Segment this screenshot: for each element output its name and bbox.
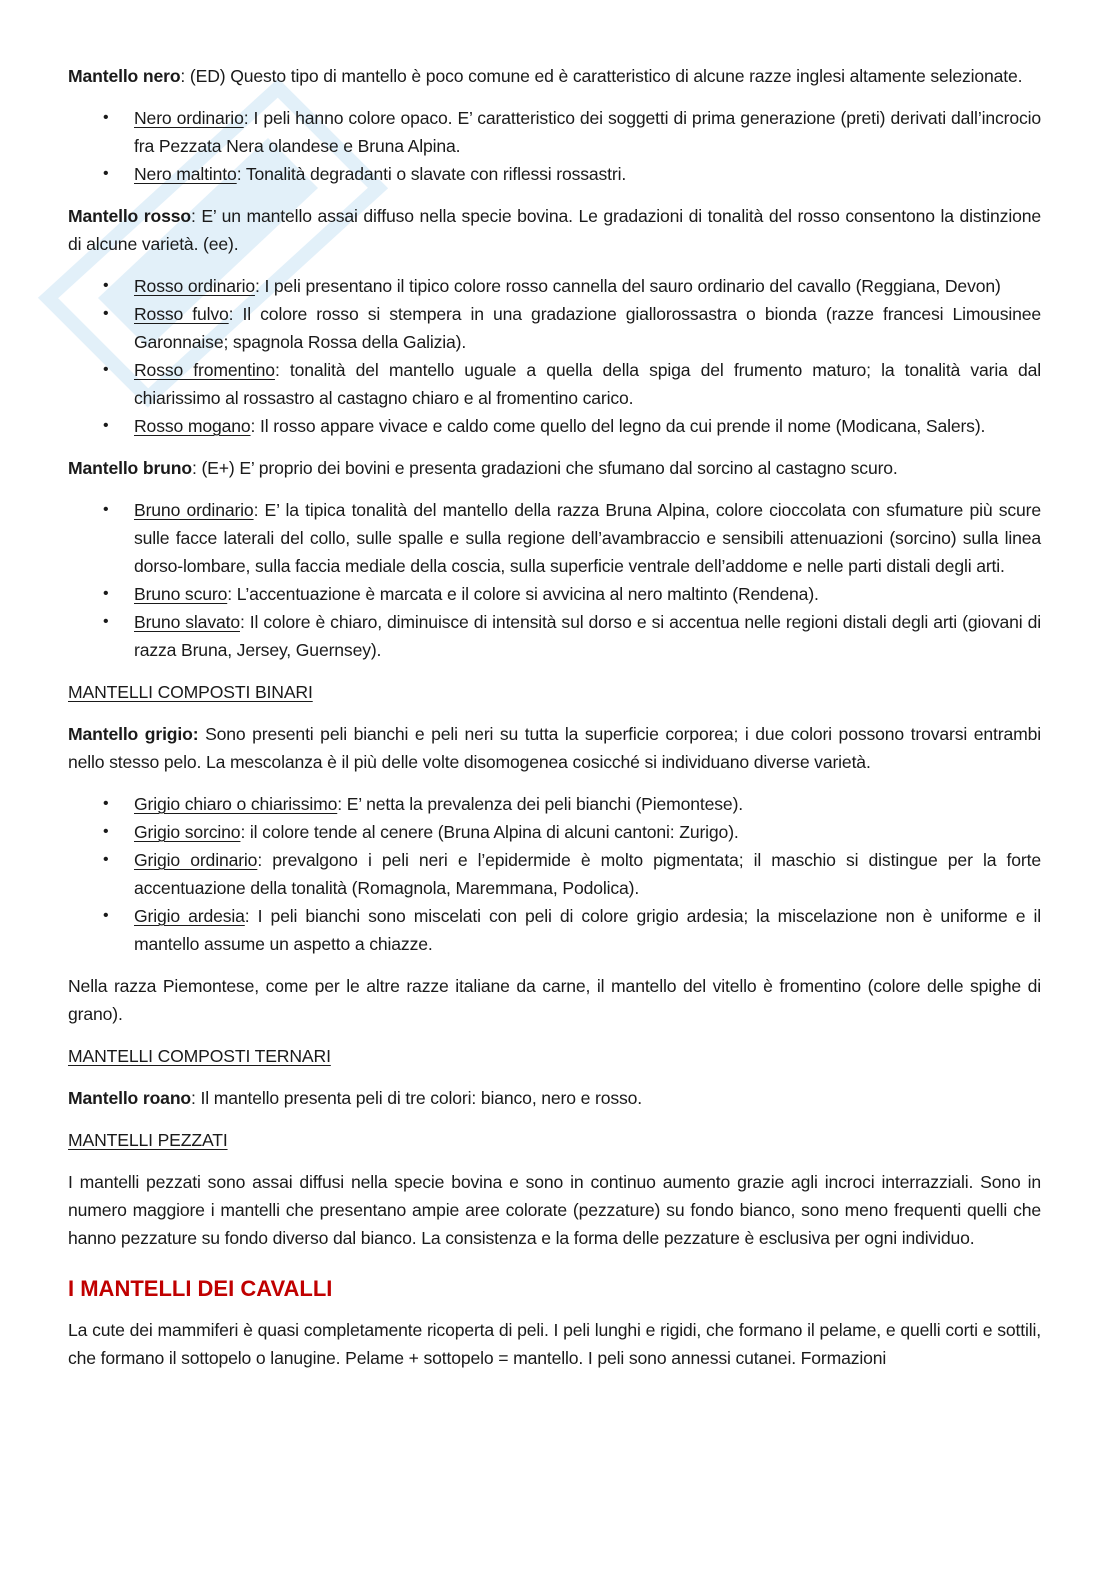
paragraph-mantello-roano: Mantello roano: Il mantello presenta peli di tre colori: bianco, nero e rosso. (68, 1088, 643, 1108)
paragraph-pezzati: I mantelli pezzati sono assai diffusi nella specie bovina e sono in continuo aumento grazie agli incroci interrazziali. Sono in numero maggiore i mantelli che presentano ampie aree colorate (pezzature) su fondo bianco, sono meno frequenti quelli che hanno pezzature su fondo diverso dal bianco. La consistenza e la forma delle pezzature è esclusiva per ogni individuo. (68, 1172, 1041, 1248)
list-grigio (68, 790, 1041, 958)
paragraph-mantello-bruno: Mantello bruno: (E+) E’ proprio dei bovini e presenta gradazioni che sfumano dal sorcino al castagno scuro. (68, 458, 898, 478)
term-mantello-roano: Mantello roano (68, 1088, 192, 1108)
term-mantello-nero: Mantello nero (68, 66, 181, 86)
paragraph-mantello-rosso: Mantello rosso: E’ un mantello assai diffuso nella specie bovina. Le gradazioni di tonalità del rosso consentono la distinzione di alcune varietà. (ee). (68, 206, 1041, 254)
section-heading-pezzati: MANTELLI PEZZATI (68, 1130, 228, 1150)
section-heading-ternari: MANTELLI COMPOSTI TERNARI (68, 1046, 331, 1066)
list-item: • Grigio chiaro o chiarissimo: E’ netta la prevalenza dei peli bianchi (Piemontese). (134, 790, 1041, 818)
list-item: • Rosso ordinario: I peli presentano il tipico colore rosso cannella del sauro ordinario del cavallo (Reggiana, Devon) (134, 272, 1041, 300)
heading-mantelli-cavalli: I MANTELLI DEI CAVALLI (68, 1276, 333, 1301)
list-rosso (68, 272, 1041, 440)
list-item: • Nero ordinario: I peli hanno colore opaco. E’ caratteristico dei soggetti di prima generazione (preti) derivati dall’incrocio fra Pezzata Nera olandese e Bruna Alpina. (134, 104, 1041, 160)
list-item: • Grigio ordinario: prevalgono i peli neri e l’epidermide è molto pigmentata; il maschio si distingue per la forte accentuazione della tonalità (Romagnola, Maremmana, Podolica). (134, 846, 1041, 902)
list-bruno (68, 496, 1041, 664)
term-mantello-rosso: Mantello rosso (68, 206, 191, 226)
paragraph-piemontese: Nella razza Piemontese, come per le altre razze italiane da carne, il mantello del vitello è fromentino (colore delle spighe di grano). (68, 976, 1041, 1024)
list-item: • Bruno ordinario: E’ la tipica tonalità del mantello della razza Bruna Alpina, colore cioccolata con sfumature più scure sulle facce laterali del collo, sulle spalle e sulla regione dell’avambraccio e sensibili attenuazioni (sorcino) sulla linea dorso-lombare, sulla faccia mediale della coscia, sulla superficie ventrale dell’addome e nelle parti distali degli arti. (134, 496, 1041, 580)
list-item: • Bruno scuro: L’accentuazione è marcata e il colore si avvicina al nero maltinto (Rendena). (134, 580, 1041, 608)
term-mantello-bruno: Mantello bruno (68, 458, 192, 478)
list-item: • Rosso fromentino: tonalità del mantello uguale a quella della spiga del frumento maturo; la tonalità varia dal chiarissimo al rossastro al castagno chiaro e al fromentino carico. (134, 356, 1041, 412)
paragraph-mantello-grigio: Mantello grigio: Sono presenti peli bianchi e peli neri su tutta la superficie corporea; i due colori possono trovarsi entrambi nello stesso pelo. La mescolanza è il più delle volte disomogenea cosicché si individuano diverse varietà. (68, 724, 1041, 772)
list-item: • Grigio sorcino: il colore tende al cenere (Bruna Alpina di alcuni cantoni: Zurigo). (134, 818, 1041, 846)
list-item: • Rosso fulvo: Il colore rosso si stempera in una gradazione giallorossastra o bionda (razze francesi Limousinee Garonnaise; spagnola Rossa della Galizia). (134, 300, 1041, 356)
list-item: • Rosso mogano: Il rosso appare vivace e caldo come quello del legno da cui prende il nome (Modicana, Salers). (134, 412, 1041, 440)
paragraph-mantello-nero: Mantello nero: (ED) Questo tipo di mantello è poco comune ed è caratteristico di alcune razze inglesi altamente selezionate. (68, 66, 1023, 86)
term-mantello-grigio: Mantello grigio: (68, 724, 199, 744)
document-page (68, 62, 1041, 1386)
list-nero (68, 104, 1041, 188)
list-item: • Grigio ardesia: I peli bianchi sono miscelati con peli di colore grigio ardesia; la miscelazione non è uniforme e il mantello assume un aspetto a chiazze. (134, 902, 1041, 958)
list-item: • Bruno slavato: Il colore è chiaro, diminuisce di intensità sul dorso e si accentua nelle regioni distali degli arti (giovani di razza Bruna, Jersey, Guernsey). (134, 608, 1041, 664)
section-heading-binari: MANTELLI COMPOSTI BINARI (68, 682, 313, 702)
paragraph-cavalli: La cute dei mammiferi è quasi completamente ricoperta di peli. I peli lunghi e rigidi, che formano il pelame, e quelli corti e sottili, che formano il sottopelo o lanugine. Pelame + sottopelo = mantello. I peli sono annessi cutanei. Formazioni (68, 1320, 1041, 1368)
list-item: • Nero maltinto: Tonalità degradanti o slavate con riflessi rossastri. (134, 160, 1041, 188)
